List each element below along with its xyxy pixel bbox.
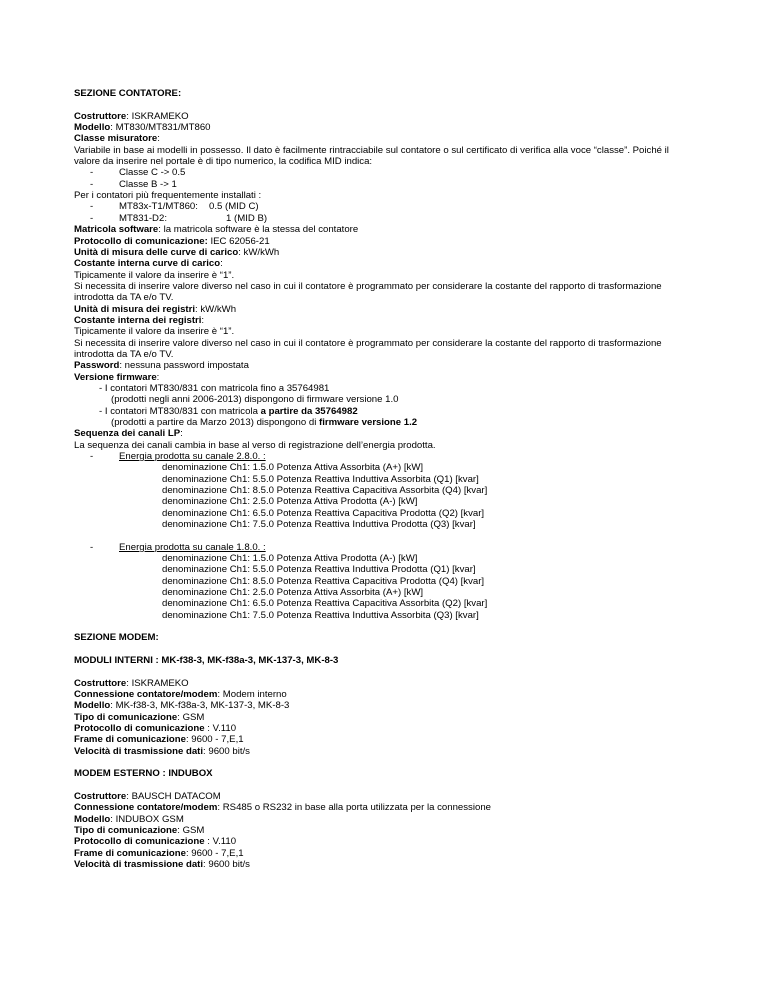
- group-title-1-8-0: Energia prodotta su canale 1.8.0. :: [119, 542, 266, 553]
- modem-field-modello: Modello: MK-f38-3, MK-f38a-3, MK-137-3, MK-8-3: [74, 700, 290, 711]
- paragraph-line: valore da inserire nel portale è di tipo numerico, la codifica MID indica:: [74, 156, 373, 167]
- channel-line: denominazione Ch1: 6.5.0 Potenza Reattiva Capacitiva Prodotta (Q2) [kvar]: [162, 508, 485, 519]
- list-dash: -: [90, 213, 94, 224]
- channel-line: denominazione Ch1: 7.5.0 Potenza Reattiva Induttiva Prodotta (Q3) [kvar]: [162, 519, 476, 530]
- modem-field-tipo: Tipo di comunicazione: GSM: [74, 825, 205, 836]
- section-heading-contatore: SEZIONE CONTATORE:: [74, 88, 182, 99]
- firmware-line: (prodotti a partire da Marzo 2013) dispongono di firmware versione 1.2: [111, 417, 418, 428]
- list-item-value: 1 (MID B): [226, 213, 268, 224]
- list-item-name: MT83x-T1/MT860:: [119, 201, 198, 212]
- list-item-value: 0.5 (MID C): [209, 201, 259, 212]
- channel-line: denominazione Ch1: 8.5.0 Potenza Reattiva Capacitiva Prodotta (Q4) [kvar]: [162, 576, 485, 587]
- list-item: Classe B -> 1: [119, 179, 177, 190]
- paragraph-line: introdotta da TA e/o TV.: [74, 292, 174, 303]
- modem-field-costruttore: Costruttore: BAUSCH DATACOM: [74, 791, 221, 802]
- modem-field-velocita: Velocità di trasmissione dati: 9600 bit/s: [74, 746, 250, 757]
- modem-field-connessione: Connessione contatore/modem: Modem interno: [74, 689, 287, 700]
- field-matricola: Matricola software: la matricola software è la stessa del contatore: [74, 224, 359, 235]
- list-dash: -: [90, 542, 94, 553]
- channel-line: denominazione Ch1: 5.5.0 Potenza Reattiva Induttiva Prodotta (Q1) [kvar]: [162, 564, 476, 575]
- list-dash: -: [90, 179, 94, 190]
- subsection-heading-moduli-interni: MODULI INTERNI : MK-f38-3, MK-f38a-3, MK-137-3, MK-8-3: [74, 655, 339, 666]
- subsection-heading-modem-esterno: MODEM ESTERNO : INDUBOX: [74, 768, 213, 779]
- paragraph-line: Per i contatori più frequentemente installati :: [74, 190, 262, 201]
- group-title-2-8-0: Energia prodotta su canale 2.8.0. :: [119, 451, 266, 462]
- paragraph-line: La sequenza dei canali cambia in base al verso di registrazione dell’energia prodotta.: [74, 440, 436, 451]
- channel-line: denominazione Ch1: 5.5.0 Potenza Reattiva Induttiva Assorbita (Q1) [kvar]: [162, 474, 479, 485]
- field-firmware: Versione firmware:: [74, 372, 160, 383]
- field-costante-registri: Costante interna dei registri:: [74, 315, 205, 326]
- channel-line: denominazione Ch1: 6.5.0 Potenza Reattiva Capacitiva Assorbita (Q2) [kvar]: [162, 598, 488, 609]
- channel-line: denominazione Ch1: 7.5.0 Potenza Reattiva Induttiva Assorbita (Q3) [kvar]: [162, 610, 479, 621]
- list-dash: -: [90, 201, 94, 212]
- modem-field-protocollo: Protocollo di comunicazione : V.110: [74, 723, 237, 734]
- list-dash: -: [90, 451, 94, 462]
- channel-line: denominazione Ch1: 2.5.0 Potenza Attiva Prodotta (A-) [kW]: [162, 496, 418, 507]
- channel-line: denominazione Ch1: 1.5.0 Potenza Attiva Assorbita (A+) [kW]: [162, 462, 424, 473]
- paragraph-line: Tipicamente il valore da inserire è “1”.: [74, 270, 235, 281]
- modem-field-modello: Modello: INDUBOX GSM: [74, 814, 184, 825]
- channel-line: denominazione Ch1: 2.5.0 Potenza Attiva Assorbita (A+) [kW]: [162, 587, 424, 598]
- paragraph-line: Tipicamente il valore da inserire è “1”.: [74, 326, 235, 337]
- channel-line: denominazione Ch1: 1.5.0 Potenza Attiva Prodotta (A-) [kW]: [162, 553, 418, 564]
- modem-field-tipo: Tipo di comunicazione: GSM: [74, 712, 205, 723]
- modem-field-frame: Frame di comunicazione: 9600 - 7,E,1: [74, 848, 244, 859]
- field-password: Password: nessuna password impostata: [74, 360, 249, 371]
- modem-field-connessione: Connessione contatore/modem: RS485 o RS232 in base alla porta utilizzata per la connessione: [74, 802, 491, 813]
- list-item: Classe C -> 0.5: [119, 167, 186, 178]
- modem-field-velocita: Velocità di trasmissione dati: 9600 bit/s: [74, 859, 250, 870]
- field-sequenza: Sequenza dei canali LP:: [74, 428, 183, 439]
- paragraph-line: Si necessita di inserire valore diverso nel caso in cui il contatore è programmato per considerare la costante del rapporto di trasformazione: [74, 338, 662, 349]
- channel-line: denominazione Ch1: 8.5.0 Potenza Reattiva Capacitiva Assorbita (Q4) [kvar]: [162, 485, 488, 496]
- field-protocollo: Protocollo di comunicazione: IEC 62056-21: [74, 236, 270, 247]
- section-heading-modem: SEZIONE MODEM:: [74, 632, 159, 643]
- paragraph-line: Si necessita di inserire valore diverso nel caso in cui il contatore è programmato per considerare la costante del rapporto di trasformazione: [74, 281, 662, 292]
- paragraph-line: Variabile in base ai modelli in possesso. Il dato è facilmente rintracciabile sul contatore o sul certificato di verifica alla voce “classe”. Poiché il: [74, 145, 669, 156]
- field-classe-label: Classe misuratore:: [74, 133, 160, 144]
- firmware-line: - I contatori MT830/831 con matricola fino a 35764981: [99, 383, 330, 394]
- field-unita-registri: Unità di misura dei registri: kW/kWh: [74, 304, 237, 315]
- modem-field-frame: Frame di comunicazione: 9600 - 7,E,1: [74, 734, 244, 745]
- list-dash: -: [90, 167, 94, 178]
- firmware-line: - I contatori MT830/831 con matricola a partire da 35764982: [99, 406, 358, 417]
- paragraph-line: introdotta da TA e/o TV.: [74, 349, 174, 360]
- list-item-name: MT831-D2:: [119, 213, 167, 224]
- field-costante-curve: Costante interna curve di carico:: [74, 258, 223, 269]
- field-modello: Modello: MT830/MT831/MT860: [74, 122, 211, 133]
- field-unita-curve: Unità di misura delle curve di carico: kW/kWh: [74, 247, 280, 258]
- modem-field-costruttore: Costruttore: ISKRAMEKO: [74, 678, 189, 689]
- field-costruttore: Costruttore: ISKRAMEKO: [74, 111, 189, 122]
- firmware-line: (prodotti negli anni 2006-2013) dispongono di firmware versione 1.0: [111, 394, 399, 405]
- modem-field-protocollo: Protocollo di comunicazione : V.110: [74, 836, 237, 847]
